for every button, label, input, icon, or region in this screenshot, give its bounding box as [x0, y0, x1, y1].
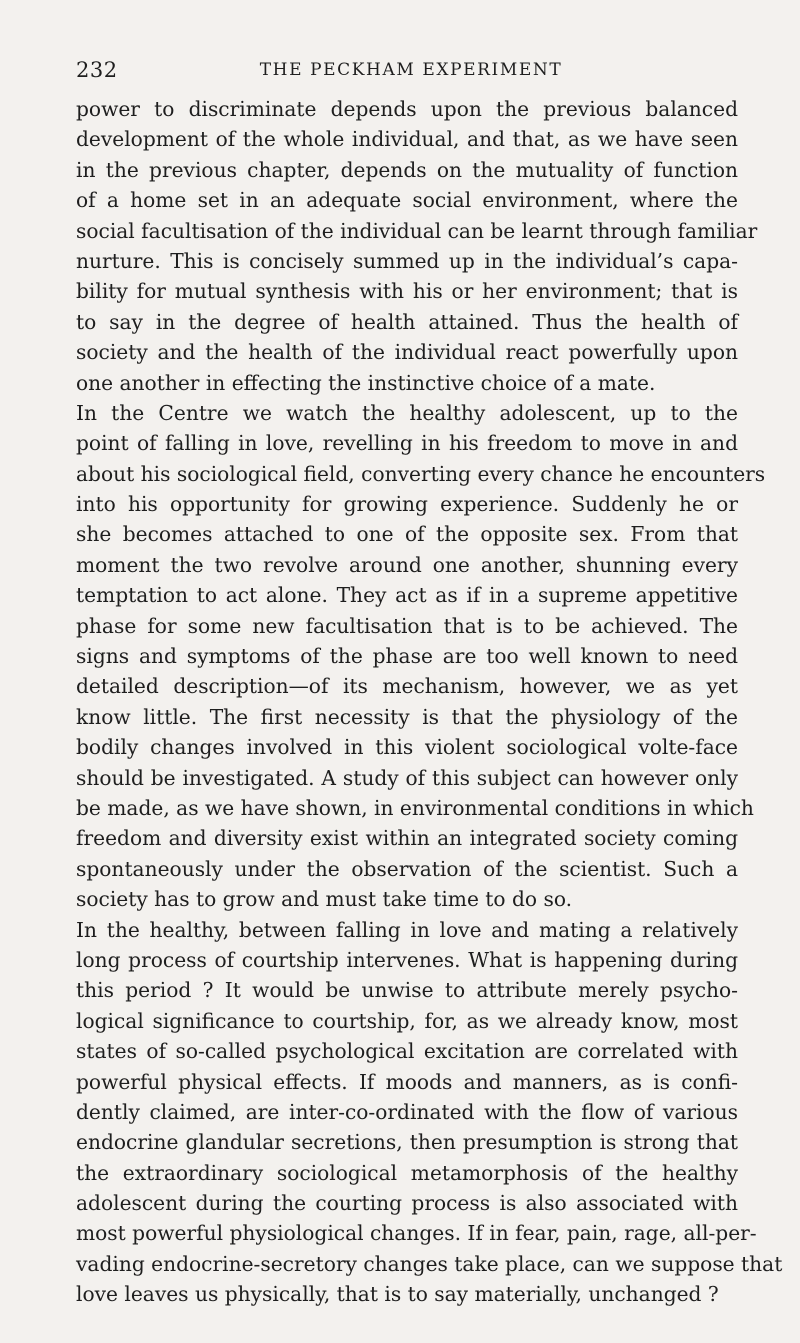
text-line: In the healthy, between falling in love and mating a relatively	[76, 917, 738, 942]
text-line: know little. The first necessity is that the physiology of the	[76, 704, 738, 729]
body-text	[76, 94, 783, 1310]
text-line: temptation to act alone. They act as if in a supreme appetitive	[76, 583, 738, 608]
text-line: vading endocrine-secretory changes take place, can we suppose that	[76, 1251, 783, 1276]
paragraph-2	[76, 398, 766, 915]
running-header	[76, 58, 726, 88]
text-line: point of falling in love, revelling in his freedom to move in and	[76, 431, 738, 456]
text-line: she becomes attached to one of the opposite sex. From that	[76, 522, 738, 547]
text-line: in the previous chapter, depends on the mutuality of function	[76, 157, 738, 182]
text-line: freedom and diversity exist within an integrated society coming	[76, 826, 738, 851]
text-line: of a home set in an adequate social environment, where the	[76, 188, 738, 213]
text-line: dently claimed, are inter-co-ordinated with the flow of various	[76, 1099, 738, 1124]
text-line: power to discriminate depends upon the previous balanced	[76, 97, 738, 121]
text-line: In the Centre we watch the healthy adolescent, up to the	[76, 400, 738, 425]
text-line: phase for some new facultisation that is to be achieved. The	[76, 613, 738, 638]
page-number: 232	[76, 58, 118, 82]
text-line: states of so-called psychological excitation are correlated with	[76, 1039, 738, 1064]
text-line: into his opportunity for growing experience. Suddenly he or	[76, 492, 738, 517]
text-line: endocrine glandular secretions, then presumption is strong that	[76, 1130, 738, 1155]
text-line: signs and symptoms of the phase are too well known to need	[76, 644, 738, 669]
text-line: this period ? It would be unwise to attribute merely psycho-	[76, 978, 738, 1003]
text-line: the extraordinary sociological metamorphosis of the healthy	[76, 1160, 738, 1185]
text-line: social facultisation of the individual can be learnt through familiar	[76, 218, 758, 243]
text-line: spontaneously under the observation of the scientist. Such a	[76, 856, 738, 881]
paragraph-1	[76, 94, 758, 398]
text-line: bodily changes involved in this violent sociological volte-face	[76, 735, 738, 760]
text-line: development of the whole individual, and that, as we have seen	[76, 127, 738, 152]
text-line: long process of courtship intervenes. What is happening during	[76, 947, 738, 972]
text-line: logical significance to courtship, for, as we already know, most	[76, 1008, 738, 1033]
text-line: to say in the degree of health attained. Thus the health of	[76, 309, 738, 334]
text-line: society has to grow and must take time to do so.	[76, 887, 573, 912]
paragraph-3	[76, 915, 783, 1310]
text-line: adolescent during the courting process is also associated with	[76, 1191, 738, 1216]
text-line: bility for mutual synthesis with his or her environment; that is	[76, 279, 738, 304]
running-title: THE PECKHAM EXPERIMENT	[259, 60, 563, 80]
text-line: society and the health of the individual react powerfully upon	[76, 340, 738, 365]
text-line: about his sociological field, converting every chance he encounters	[76, 461, 766, 486]
text-line: moment the two revolve around one another, shunning every	[76, 552, 738, 577]
text-line: detailed description—of its mechanism, however, we as yet	[76, 674, 738, 699]
text-line: one another in effecting the instinctive choice of a mate.	[76, 370, 656, 395]
text-line: powerful physical effects. If moods and manners, as is confi-	[76, 1069, 738, 1094]
text-line: nurture. This is concisely summed up in the individual’s capa-	[76, 248, 738, 273]
text-line: should be investigated. A study of this subject can however only	[76, 765, 738, 790]
text-line: most powerful physiological changes. If in fear, pain, rage, all-per-	[76, 1221, 757, 1246]
text-line: love leaves us physically, that is to say materially, unchanged ?	[76, 1282, 719, 1307]
text-line: be made, as we have shown, in environmental conditions in which	[76, 795, 754, 820]
